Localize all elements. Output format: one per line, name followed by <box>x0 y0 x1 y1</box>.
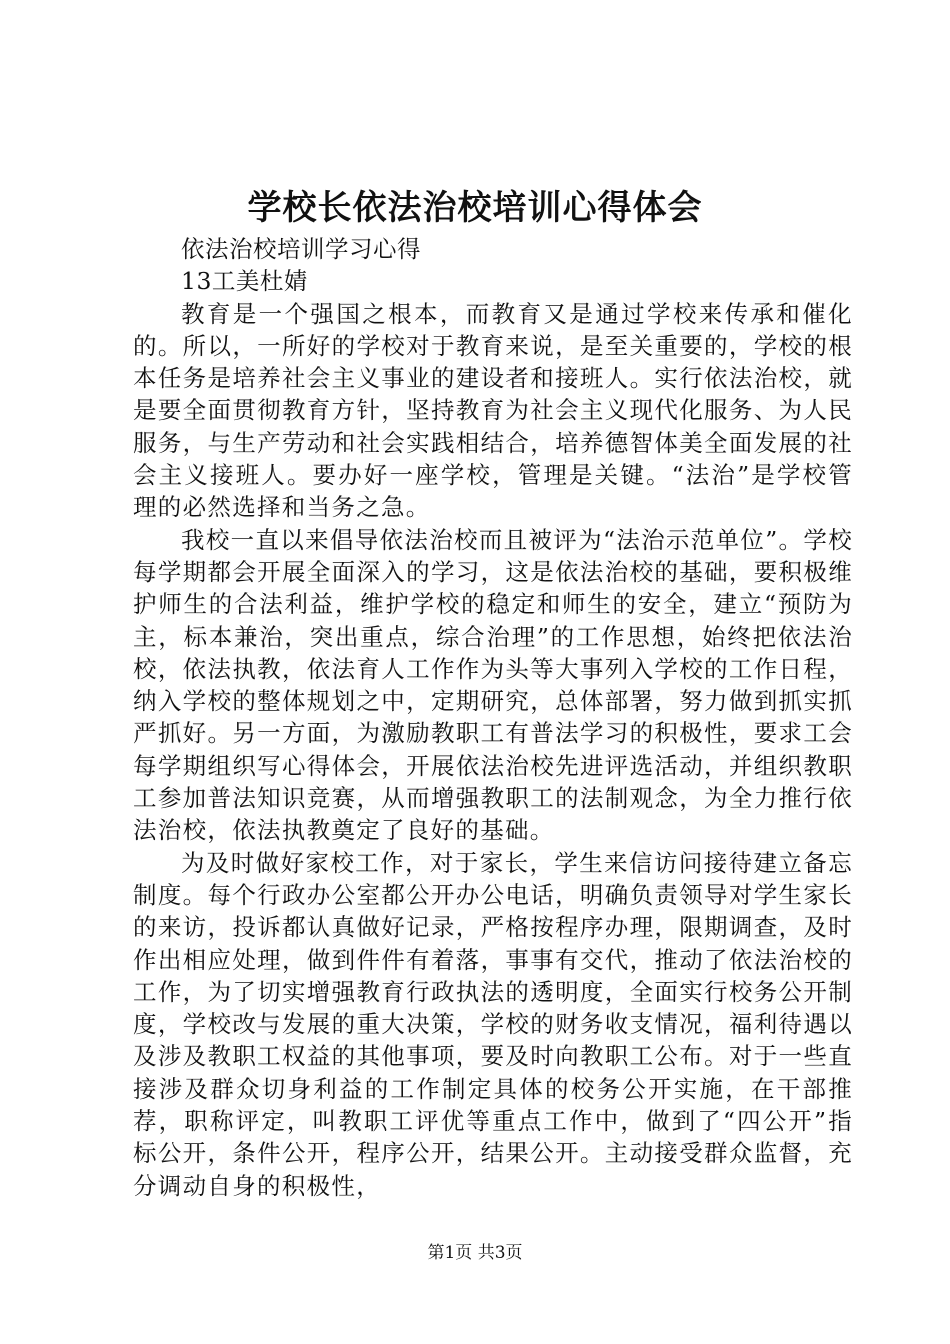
paragraph-2: 我校一直以来倡导依法治校而且被评为“法治示范单位”。学校每学期都会开展全面深入的学习，这是依法治校的基础，要积极维护师生的合法利益，维护学校的稳定和师生的安全，建立“预防为主，标本兼治，突出重点，综合治理”的工作思想，始终把依法治校，依法执教，依法育人工作作为头等大事列入学校的工作日程，纳入学校的整体规划之中，定期研究，总体部署，努力做到抓实抓严抓好。另一方面，为激励教职工有普法学习的积极性，要求工会每学期组织写心得体会，开展依法治校先进评选活动，并组织教职工参加普法知识竞赛，从而增强教职工的法制观念，为全力推行依法治校，依法执教奠定了良好的基础。 <box>133 525 853 845</box>
document-body <box>133 233 853 1202</box>
paragraph-1: 教育是一个强国之根本，而教育又是通过学校来传承和催化的。所以，一所好的学校对于教育来说，是至关重要的，学校的根本任务是培养社会主义事业的建设者和接班人。实行依法治校，就是要全面贯彻教育方针，坚持教育为社会主义现代化服务、为人民服务，与生产劳动和社会实践相结合，培养德智体美全面发展的社会主义接班人。要办好一座学校，管理是关键。“法治”是学校管理的必然选择和当务之急。 <box>133 299 853 522</box>
author-line: 13工美杜婧 <box>181 267 308 296</box>
document-subtitle: 依法治校培训学习心得 <box>181 235 421 263</box>
document-title: 学校长依法治校培训心得体会 <box>247 188 703 228</box>
paragraph-3: 为及时做好家校工作，对于家长，学生来信访问接待建立备忘制度。每个行政办公室都公开办公电话，明确负责领导对学生家长的来访，投诉都认真做好记录，严格按程序办理，限期调查，及时作出相应处理，做到件件有着落，事事有交代，推动了依法治校的工作，为了切实增强教育行政执法的透明度，全面实行校务公开制度，学校改与发展的重大决策，学校的财务收支情况，福利待遇以及涉及教职工权益的其他事项，要及时向教职工公布。对于一些直接涉及群众切身利益的工作制定具体的校务公开实施，在干部推荐，职称评定，叫教职工评优等重点工作中，做到了“四公开”指标公开，条件公开，程序公开，结果公开。主动接受群众监督，充分调动自身的积极性， <box>133 848 853 1200</box>
page-footer: 第1页 共3页 <box>427 1243 523 1263</box>
